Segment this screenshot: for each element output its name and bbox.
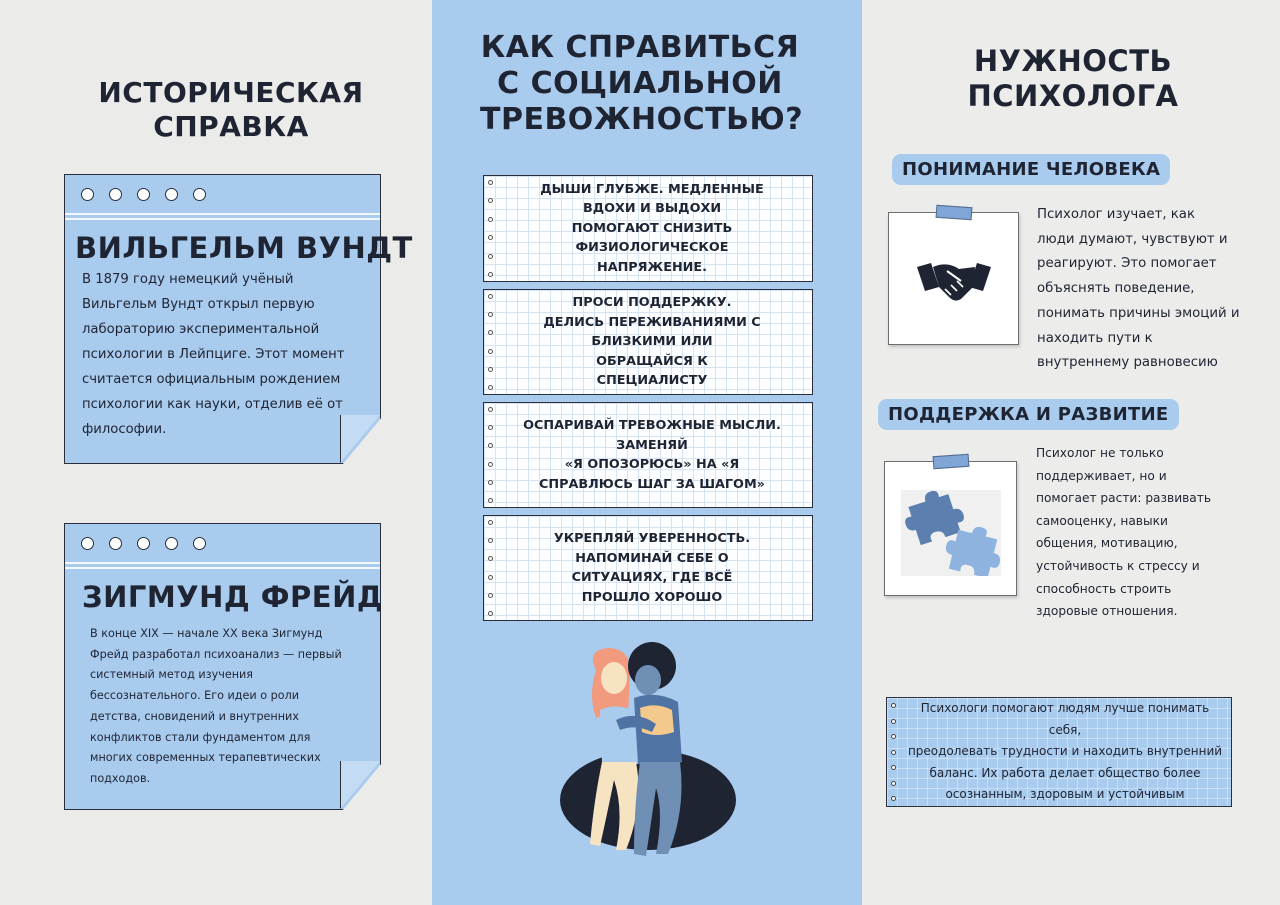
tip-line: ПОМОГАЮТ СНИЗИТЬ	[571, 220, 733, 236]
tip-line: ВДОХИ И ВЫДОХИ	[582, 201, 722, 217]
text-line: поддерживает, но и	[1036, 468, 1167, 483]
support-heading: ПОДДЕРЖКА И РАЗВИТИЕ	[878, 399, 1179, 430]
text-line: подходов.	[90, 771, 151, 785]
text-line: бессознательного. Его идеи о роли	[90, 689, 300, 703]
wundt-card	[64, 174, 413, 464]
tip-line: СИТУАЦИЯХ, ГДЕ ВСЁ	[571, 570, 733, 585]
person-left-face	[601, 662, 627, 694]
text-line: находить пути к	[1037, 330, 1153, 346]
ring-icon	[165, 537, 178, 550]
summary-text	[905, 698, 1225, 806]
tip-line: ДЕЛИСЬ ПЕРЕЖИВАНИЯМИ С	[543, 314, 761, 330]
ring-icon	[137, 188, 150, 201]
ring-icon	[137, 537, 150, 550]
tip-card	[483, 402, 813, 508]
tip-text	[554, 529, 750, 607]
understanding-text	[1037, 203, 1262, 376]
text-line: люди думают, чувствуют и	[1037, 231, 1228, 247]
tip-line: ПРОСИ ПОДДЕРЖКУ.	[572, 295, 732, 311]
text-line: считается официальным рождением	[82, 372, 341, 387]
tip-line: НАПОМИНАЙ СЕБЕ О	[575, 550, 729, 566]
tip-line: ОБРАЩАЙСЯ К	[596, 353, 708, 369]
history-title-line-1: ИСТОРИЧЕСКАЯ	[98, 76, 364, 109]
tip-line: СПЕЦИАЛИСТУ	[596, 373, 708, 389]
tip-text	[523, 416, 781, 494]
ring-icon	[165, 188, 178, 201]
ring-icon	[193, 188, 206, 201]
freud-text	[90, 624, 378, 790]
text-line: психологии в Лейпциге. Этот момент	[82, 347, 345, 362]
text-line: преодолевать трудности и находить внутренний	[907, 744, 1223, 759]
text-line: помогает расти: развивать	[1036, 491, 1212, 506]
tip-card	[483, 175, 813, 282]
text-line: системный метод изучения	[90, 668, 254, 682]
tip-line: БЛИЗКИМИ ИЛИ	[591, 334, 713, 350]
handshake-icon	[915, 257, 993, 309]
history-title	[96, 76, 366, 144]
history-title-line-2: СПРАВКА	[153, 110, 309, 144]
puzzle-icon	[901, 490, 1001, 580]
ring-icon	[193, 537, 206, 550]
text-line: Фрейд разработал психоанализ — первый	[90, 647, 342, 661]
freud-card	[64, 523, 384, 810]
text-line: Психологи помогают людям лучше понимать себя,	[920, 701, 1210, 737]
text-line: понимать причины эмоций и	[1037, 305, 1240, 321]
tape	[933, 454, 970, 469]
text-line: реагируют. Это помогает	[1037, 256, 1217, 272]
puzzle-photo	[884, 461, 1017, 596]
handshake-photo	[888, 212, 1019, 345]
summary-card	[886, 697, 1232, 807]
text-line: объяснять поведение,	[1037, 281, 1195, 297]
text-line: самооценку, навыки	[1036, 513, 1168, 528]
ring-icon	[109, 537, 122, 550]
text-line: Психолог изучает, как	[1037, 207, 1195, 222]
text-line: Вильгельм Вундт открыл первую	[82, 297, 315, 312]
tip-line: ПРОШЛО ХОРОШО	[581, 589, 723, 605]
text-line: внутреннему равновесию	[1037, 355, 1218, 371]
couple-illustration	[556, 640, 746, 872]
left-panel	[0, 0, 432, 905]
text-line: Психолог не только	[1036, 446, 1164, 460]
text-line: устойчивость к стрессу и	[1036, 558, 1200, 573]
tip-line: «Я ОПОЗОРЮСЬ» НА «Я	[564, 457, 740, 472]
anxiety-title-line-1: КАК СПРАВИТЬСЯ	[480, 30, 800, 65]
tape	[936, 205, 973, 220]
text-line: здоровые отношения.	[1036, 604, 1178, 619]
tip-line: ЗАМЕНЯЙ	[616, 437, 688, 453]
text-line: В конце XIX — начале XX века Зигмунд	[90, 627, 323, 640]
ring-icon	[81, 537, 94, 550]
tip-text	[540, 180, 763, 278]
ring-icon	[109, 188, 122, 201]
support-text	[1036, 442, 1256, 623]
tip-line: НАПРЯЖЕНИЕ.	[596, 259, 707, 275]
understanding-heading: ПОНИМАНИЕ ЧЕЛОВЕКА	[892, 154, 1170, 185]
freud-name: ЗИГМУНД ФРЕЙД	[82, 580, 384, 614]
text-line: конфликтов стали фундаментом для	[90, 730, 311, 744]
text-line: философии.	[82, 422, 167, 437]
anxiety-title-line-3: ТРЕВОЖНОСТЬЮ?	[480, 102, 804, 137]
text-line: осознанным, здоровым и устойчивым	[945, 787, 1185, 802]
person-right-face	[635, 665, 661, 695]
text-line: детства, сновидений и внутренних	[90, 709, 299, 723]
anxiety-title-line-2: С СОЦИАЛЬНОЙ	[497, 66, 783, 101]
text-line: способность строить	[1036, 581, 1172, 596]
need-title-line-1: НУЖНОСТЬ	[973, 44, 1173, 78]
text-line: психологии как науки, отделив её от	[82, 397, 343, 412]
tip-card	[483, 515, 813, 621]
text-line: баланс. Их работа делает общество более	[929, 765, 1201, 780]
text-line: В 1879 году немецкий учёный	[82, 272, 294, 287]
tip-line: ОСПАРИВАЙ ТРЕВОЖНЫЕ МЫСЛИ.	[523, 418, 781, 433]
tip-line: ФИЗИОЛОГИЧЕСКОЕ	[575, 240, 729, 256]
tip-line: ДЫШИ ГЛУБЖЕ. МЕДЛЕННЫЕ	[540, 181, 764, 197]
wundt-text	[82, 267, 378, 442]
text-line: многих современных терапевтических	[90, 751, 321, 765]
ring-icon	[81, 188, 94, 201]
tip-card	[483, 289, 813, 395]
text-line: лабораторию экспериментальной	[82, 322, 320, 337]
anxiety-title	[480, 30, 804, 138]
tip-line: УКРЕПЛЯЙ УВЕРЕННОСТЬ.	[553, 531, 751, 546]
tip-line: СПРАВЛЮСЬ ШАГ ЗА ШАГОМ»	[539, 476, 765, 492]
tip-text	[543, 293, 760, 391]
need-title	[958, 44, 1188, 115]
text-line: общения, мотивацию,	[1036, 536, 1178, 551]
need-title-line-2: ПСИХОЛОГА	[967, 79, 1179, 114]
wundt-name: ВИЛЬГЕЛЬМ ВУНДТ	[75, 231, 413, 265]
